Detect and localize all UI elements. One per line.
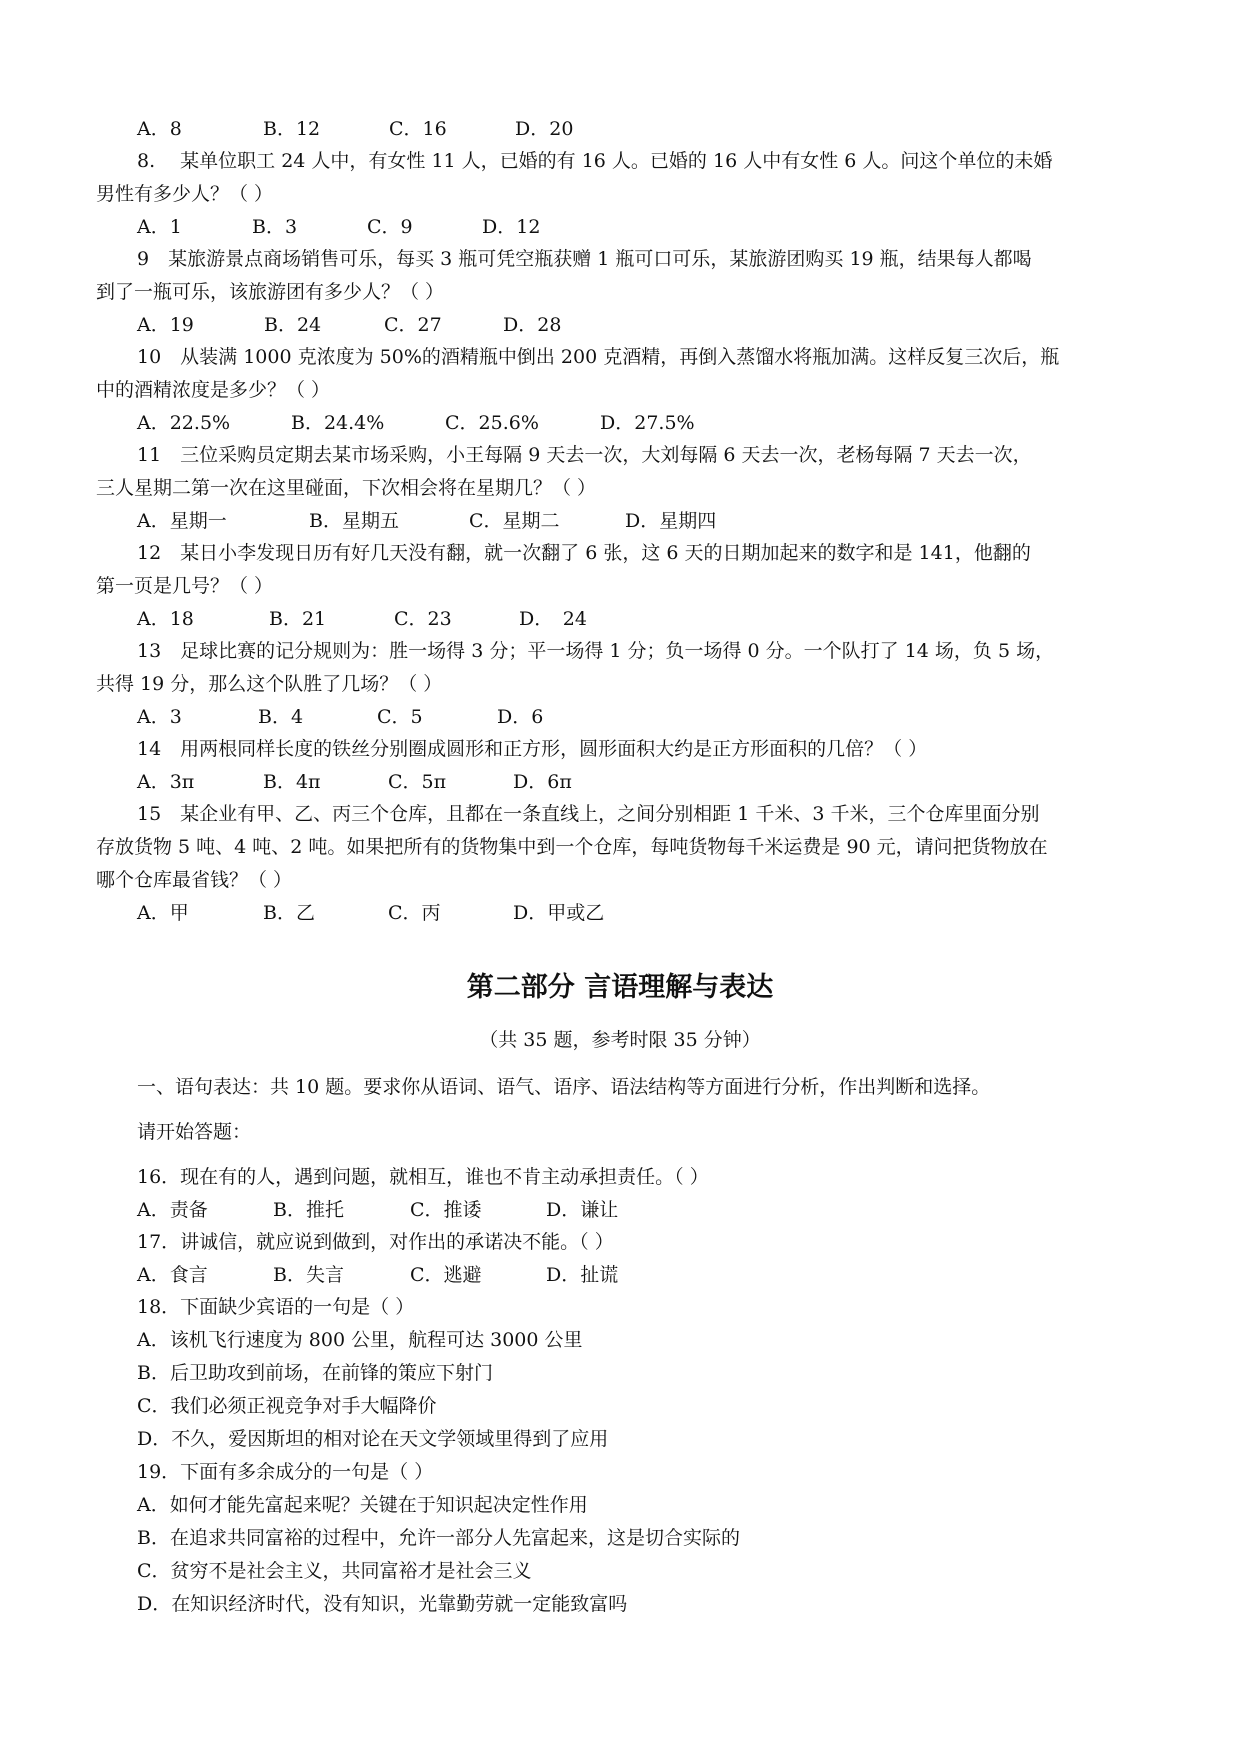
q13-text-line1: 13 足球比赛的记分规则为：胜一场得 3 分；平一场得 1 分；负一场得 0 分。一个队打了 14 场，负 5 场， xyxy=(137,640,1055,662)
q15-text-line1: 15 某企业有甲、乙、丙三个仓库，且都在一条直线上，之间分别相距 1 千米、3 千米，三个仓库里面分别 xyxy=(137,803,1040,825)
option-c: C．9 xyxy=(367,216,413,238)
option-c: C．推诿 xyxy=(410,1199,482,1221)
option-a: A．甲 xyxy=(137,902,189,924)
q18-text: 18．下面缺少宾语的一句是（ ） xyxy=(137,1296,415,1318)
start-prompt: 请开始答题： xyxy=(137,1121,252,1143)
option-a: A．3 xyxy=(137,706,182,728)
option-b: B．3 xyxy=(252,216,298,238)
option-d: D．扯谎 xyxy=(546,1264,619,1286)
q18-option-c: C．我们必须正视竞争对手大幅降价 xyxy=(137,1395,437,1417)
q16-text: 16．现在有的人，遇到问题，就相互，谁也不肯主动承担责任。（ ） xyxy=(137,1166,709,1188)
option-b: B．乙 xyxy=(263,902,315,924)
option-b: B．推托 xyxy=(273,1199,344,1221)
q17-text: 17．讲诚信，就应说到做到，对作出的承诺决不能。（ ） xyxy=(137,1231,614,1253)
option-a: A．3π xyxy=(137,771,195,793)
option-c: C．丙 xyxy=(388,902,441,924)
q14-text-line1: 14 用两根同样长度的铁丝分别圈成圆形和正方形，圆形面积大约是正方形面积的几倍？（ ） xyxy=(137,738,928,760)
option-b: B．24 xyxy=(264,314,322,336)
option-c: C．5π xyxy=(388,771,447,793)
q11-text-line1: 11 三位采购员定期去某市场采购，小王每隔 9 天去一次，大刘每隔 6 天去一次，老杨每隔 7 天去一次， xyxy=(137,444,1032,466)
q15-text-line3: 哪个仓库最省钱？（ ） xyxy=(96,869,293,891)
section-instruction: 一、语句表达：共 10 题。要求你从语词、语气、语序、语法结构等方面进行分析，作出判断和选择。 xyxy=(137,1076,991,1098)
q8-text-line2: 男性有多少人？（ ） xyxy=(96,183,274,205)
option-d: D．6 xyxy=(497,706,544,728)
q9-text-line1: 9 某旅游景点商场销售可乐，每买 3 瓶可凭空瓶获赠 1 瓶可口可乐，某旅游团购买 19 瓶，结果每人都喝 xyxy=(137,248,1032,270)
q12-text-line2: 第一页是几号？（ ） xyxy=(96,575,274,597)
option-b: B．失言 xyxy=(273,1264,344,1286)
q10-text-line1: 10 从装满 1000 克浓度为 50%的酒精瓶中倒出 200 克酒精，再倒入蒸馏水将瓶加满。这样反复三次后，瓶 xyxy=(137,346,1060,368)
q9-text-line2: 到了一瓶可乐，该旅游团有多少人？（ ） xyxy=(96,281,445,303)
option-c: C．逃避 xyxy=(410,1264,482,1286)
option-b: B．21 xyxy=(269,608,327,630)
option-c: C．27 xyxy=(384,314,442,336)
option-d: D．20 xyxy=(515,118,574,140)
q18-option-b: B．后卫助攻到前场，在前锋的策应下射门 xyxy=(137,1362,493,1384)
q12-text-line1: 12 某日小李发现日历有好几天没有翻，就一次翻了 6 张，这 6 天的日期加起来的数字和是 141，他翻的 xyxy=(137,542,1031,564)
q19-option-a: A．如何才能先富起来呢？关键在于知识起决定性作用 xyxy=(137,1494,588,1516)
q11-text-line2: 三人星期二第一次在这里碰面，下次相会将在星期几？（ ） xyxy=(96,477,597,499)
option-a: A．18 xyxy=(137,608,194,630)
section-title: 第二部分 言语理解与表达 xyxy=(466,972,774,1003)
option-d: D． 24 xyxy=(519,608,587,630)
option-a: A．星期一 xyxy=(137,510,227,532)
q18-option-a: A．该机飞行速度为 800 公里，航程可达 3000 公里 xyxy=(137,1329,583,1351)
option-c: C．23 xyxy=(394,608,452,630)
q19-option-b: B．在追求共同富裕的过程中，允许一部分人先富起来，这是切合实际的 xyxy=(137,1527,740,1549)
option-b: B．星期五 xyxy=(309,510,399,532)
option-b: B．4 xyxy=(258,706,304,728)
option-a: A．责备 xyxy=(137,1199,208,1221)
q18-option-d: D．不久，爱因斯坦的相对论在天文学领域里得到了应用 xyxy=(137,1428,609,1450)
q19-option-c: C．贫穷不是社会主义，共同富裕才是社会三义 xyxy=(137,1560,532,1582)
option-d: D．28 xyxy=(503,314,562,336)
option-a: A．19 xyxy=(137,314,194,336)
option-a: A．8 xyxy=(137,118,182,140)
option-a: A．22.5% xyxy=(137,412,231,434)
q19-text: 19．下面有多余成分的一句是（ ） xyxy=(137,1461,434,1483)
q8-text-line1: 8. 某单位职工 24 人中，有女性 11 人，已婚的有 16 人。已婚的 16 人中有女性 6 人。问这个单位的未婚 xyxy=(137,150,1053,172)
option-c: C．16 xyxy=(389,118,447,140)
option-d: D．6π xyxy=(513,771,572,793)
q15-text-line2: 存放货物 5 吨、4 吨、2 吨。如果把所有的货物集中到一个仓库，每吨货物每千米运费是 90 元，请问把货物放在 xyxy=(96,836,1048,858)
option-b: B．24.4% xyxy=(291,412,385,434)
option-d: D．星期四 xyxy=(625,510,717,532)
option-a: A．食言 xyxy=(137,1264,208,1286)
option-b: B．4π xyxy=(263,771,321,793)
option-d: D．12 xyxy=(482,216,541,238)
section-subtitle: （共 35 题，参考时限 35 分钟） xyxy=(479,1029,761,1051)
q10-text-line2: 中的酒精浓度是多少？（ ） xyxy=(96,379,331,401)
option-c: C．5 xyxy=(377,706,423,728)
option-b: B．12 xyxy=(263,118,321,140)
q19-option-d: D．在知识经济时代，没有知识，光靠勤劳就一定能致富吗 xyxy=(137,1593,628,1615)
option-c: C．星期二 xyxy=(469,510,560,532)
option-d: D．谦让 xyxy=(546,1199,619,1221)
option-c: C．25.6% xyxy=(445,412,539,434)
q13-text-line2: 共得 19 分，那么这个队胜了几场？（ ） xyxy=(96,673,443,695)
option-d: D．27.5% xyxy=(600,412,695,434)
option-a: A．1 xyxy=(137,216,182,238)
option-d: D．甲或乙 xyxy=(513,902,605,924)
